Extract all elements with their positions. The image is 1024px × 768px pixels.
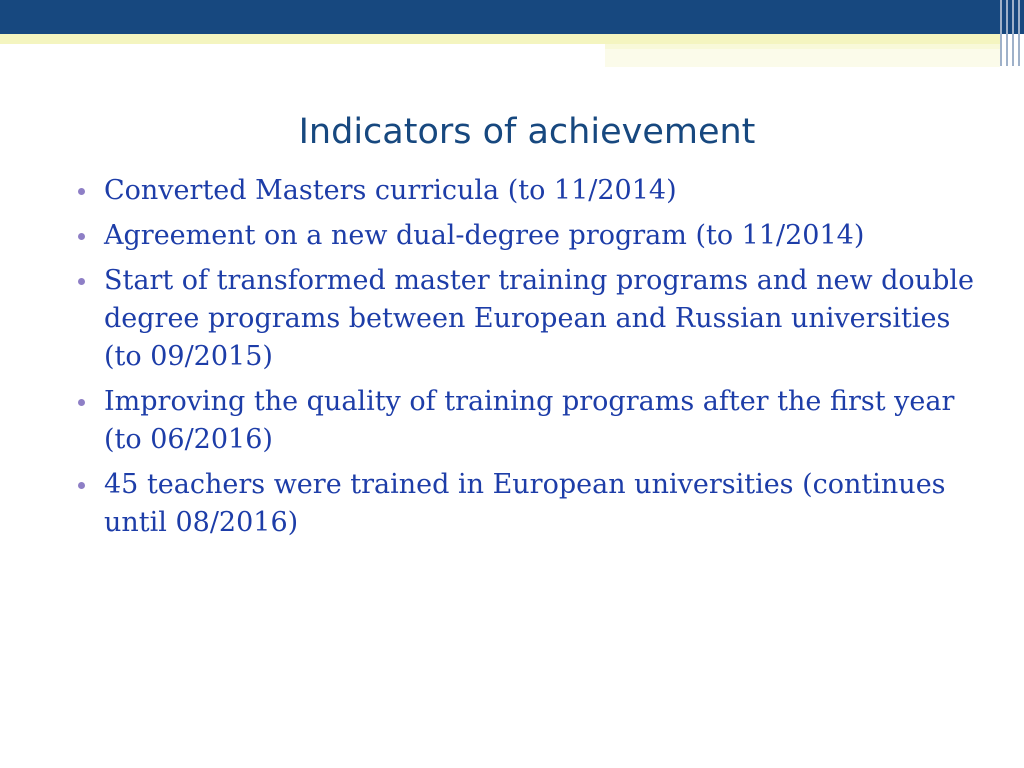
header-accent-line-3 [605, 49, 1000, 67]
bullet-dot-icon [78, 278, 85, 285]
bullet-list [76, 172, 976, 549]
slide-title: Indicators of achievement [298, 112, 756, 152]
bullet-item [76, 262, 976, 376]
bullet-item [76, 383, 976, 459]
header-accent-line [0, 34, 1000, 44]
bullet-item [76, 217, 976, 255]
bullet-item [76, 466, 976, 542]
bullet-text: Converted Masters curricula (to 11/2014) [104, 175, 677, 206]
bullet-dot-icon [78, 188, 85, 195]
bullet-text: 45 teachers were trained in European universities (continues until 08/2016) [104, 469, 946, 538]
bullet-text: Start of transformed master training programs and new double degree programs between European and Russian universities (to 09/2015) [104, 265, 974, 372]
header-band [0, 0, 1024, 34]
bullet-dot-icon [78, 399, 85, 406]
bullet-dot-icon [78, 233, 85, 240]
bullet-text: Agreement on a new dual-degree program (to 11/2014) [104, 220, 865, 251]
bullet-text: Improving the quality of training programs after the first year (to 06/2016) [104, 386, 955, 455]
bullet-dot-icon [78, 482, 85, 489]
bullet-item [76, 172, 976, 210]
